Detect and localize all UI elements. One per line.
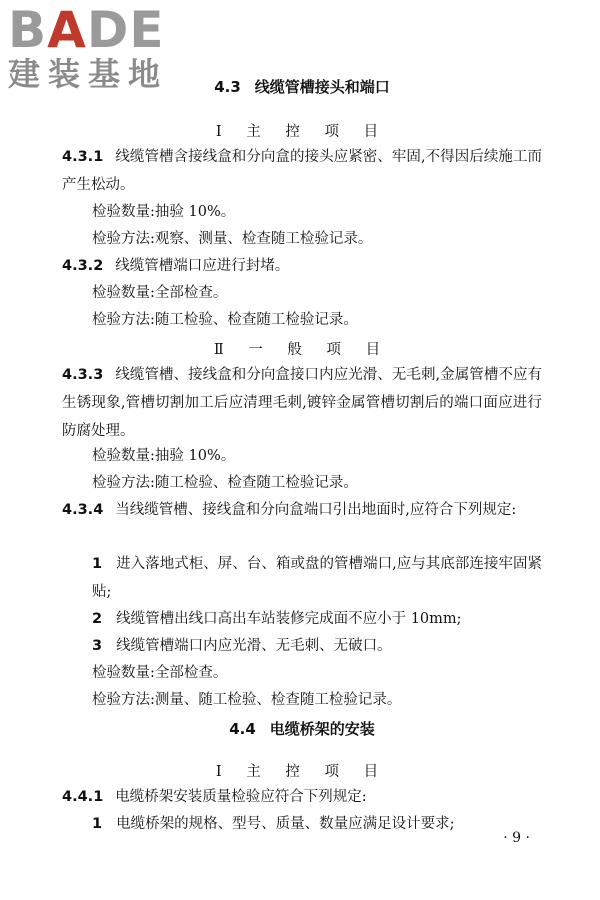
inspection-method: 检验方法:测量、随工检验、检查随工检验记录。 xyxy=(92,692,402,708)
list-item: 1 电缆桥架的规格、型号、质量、数量应满足设计要求; xyxy=(92,816,455,832)
clause-4-3-1: 4.3.1 线缆管槽含接线盒和分向盒的接头应紧密、牢固,不得因后续施工而产生松动。 xyxy=(62,149,542,193)
logo-chinese: 建装基地 xyxy=(8,55,169,93)
list-item: 1 进入落地式柜、屏、台、箱或盘的管槽端口,应与其底部连接牢固紧贴; xyxy=(92,556,542,600)
clause-4-4-1: 4.4.1 电缆桥架安装质量检验应符合下列规定: xyxy=(62,789,367,805)
inspection-quantity: 检验数量:全部检查。 xyxy=(92,665,228,681)
clause-4-3-4: 4.3.4 当线缆管槽、接线盒和分向盒端口引出地面时,应符合下列规定: xyxy=(62,502,517,518)
list-item: 2 线缆管槽出线口高出车站装修完成面不应小于 10mm; xyxy=(92,611,462,627)
subsection-heading: Ⅰ 主 控 项 目 xyxy=(215,764,389,780)
section-heading-4-3: 4.3 线缆管槽接头和端口 xyxy=(214,78,390,96)
inspection-method: 检验方法:观察、测量、检查随工检验记录。 xyxy=(92,231,373,247)
inspection-quantity: 检验数量:抽验 10%。 xyxy=(92,204,236,220)
inspection-quantity: 检验数量:全部检查。 xyxy=(92,285,228,301)
inspection-method: 检验方法:随工检验、检查随工检验记录。 xyxy=(92,312,358,328)
section-heading-4-4: 4.4 电缆桥架的安装 xyxy=(229,720,375,738)
list-item: 3 线缆管槽端口内应光滑、无毛刺、无破口。 xyxy=(92,638,392,654)
logo-latin: BADE xyxy=(8,1,165,59)
inspection-method: 检验方法:随工检验、检查随工检验记录。 xyxy=(92,475,358,491)
subsection-heading: Ⅱ 一 般 项 目 xyxy=(213,342,391,358)
subsection-heading: Ⅰ 主 控 项 目 xyxy=(215,124,389,140)
clause-4-3-3: 4.3.3 线缆管槽、接线盒和分向盒接口内应光滑、无毛刺,金属管槽不应有生锈现象,管槽切割加工后应清理毛刺,镀锌金属管槽切割后的端口面应进行防腐处理。 xyxy=(62,367,542,439)
inspection-quantity: 检验数量:抽验 10%。 xyxy=(92,448,236,464)
page-number: · 9 · xyxy=(503,830,530,846)
clause-4-3-2: 4.3.2 线缆管槽端口应进行封堵。 xyxy=(62,258,290,274)
